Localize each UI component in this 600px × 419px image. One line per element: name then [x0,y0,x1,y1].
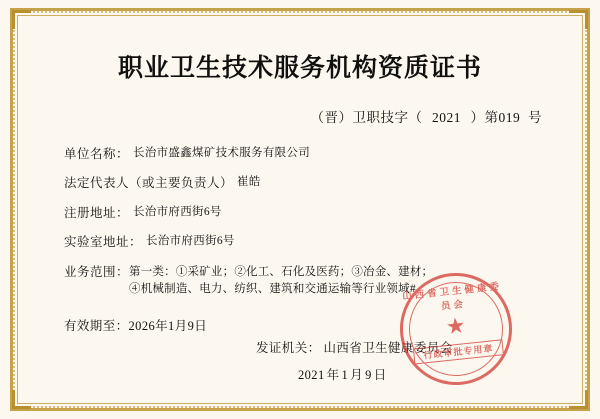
certificate-fields [30,146,570,298]
certificate-content [30,26,570,393]
page-title: 职业卫生技术服务机构资质证书 [117,55,482,82]
field-row-lab-address [64,234,550,251]
validity-row [30,316,570,334]
field-label-company-name: 单位名称： [64,147,130,161]
seal-band-text: 行政审批专用章 [413,339,504,364]
issuer-block [256,338,546,383]
issue-date-day: 9 [365,368,372,382]
field-value-company-name: 长治市盛鑫煤矿技术服务有限公司 [133,147,311,159]
business-scope-line-2: ④机械制造、电力、纺织、建筑和交通运输等行业领域# [129,282,416,295]
field-row-business-scope [64,264,550,299]
field-label-registered-address: 注册地址： [64,205,130,220]
issuer-row [256,338,546,356]
certificate-number-prefix: （晋）卫职技字（ [310,110,423,125]
business-scope-values [129,264,433,299]
field-row-registered-address [64,205,550,222]
corner-ornament-bottom-left [12,390,31,409]
issuer-label: 发证机关： [256,341,321,355]
issuer-value: 山西省卫生健康委员会 [323,341,453,355]
business-scope-line-1: 第一类：①采矿业；②化工、石化及医药；③冶金、建材； [129,265,434,278]
certificate-number-suffix: 号 [528,110,542,125]
field-value-legal-representative: 崔皓 [237,176,261,189]
field-value-lab-address: 长治市府西街6号 [146,235,235,248]
field-label-business-scope: 业务范围： [64,264,130,279]
issue-date-year-suffix: 年 [326,368,340,382]
field-label-legal-representative: 法定代表人（或主要负责人） [64,176,234,191]
corner-ornament-bottom-right [569,390,588,409]
issue-date-month-suffix: 月 [350,368,364,382]
issue-date-year: 2021 [298,368,325,382]
issue-date-day-suffix: 日 [373,368,387,382]
certificate-number-middle: ）第019 [470,110,521,125]
certificate-number-year: 2021 [432,110,461,125]
field-row-company-name [64,146,550,163]
field-value-registered-address: 长治市府西街6号 [133,205,222,218]
corner-ornament-top-left [12,10,31,29]
issue-date-month: 1 [341,368,349,382]
field-row-legal-representative [64,175,550,192]
corner-ornament-top-right [569,10,588,29]
seal-star-icon: ★ [444,312,467,340]
certificate-number-line [30,106,570,126]
field-label-lab-address: 实验室地址： [64,235,143,250]
issue-date-row [256,365,546,383]
seal-top-text: 山西省卫生健康委员会 [401,282,503,313]
validity-value: 2026年1月9日 [128,319,208,333]
validity-label: 有效期至： [64,319,129,333]
